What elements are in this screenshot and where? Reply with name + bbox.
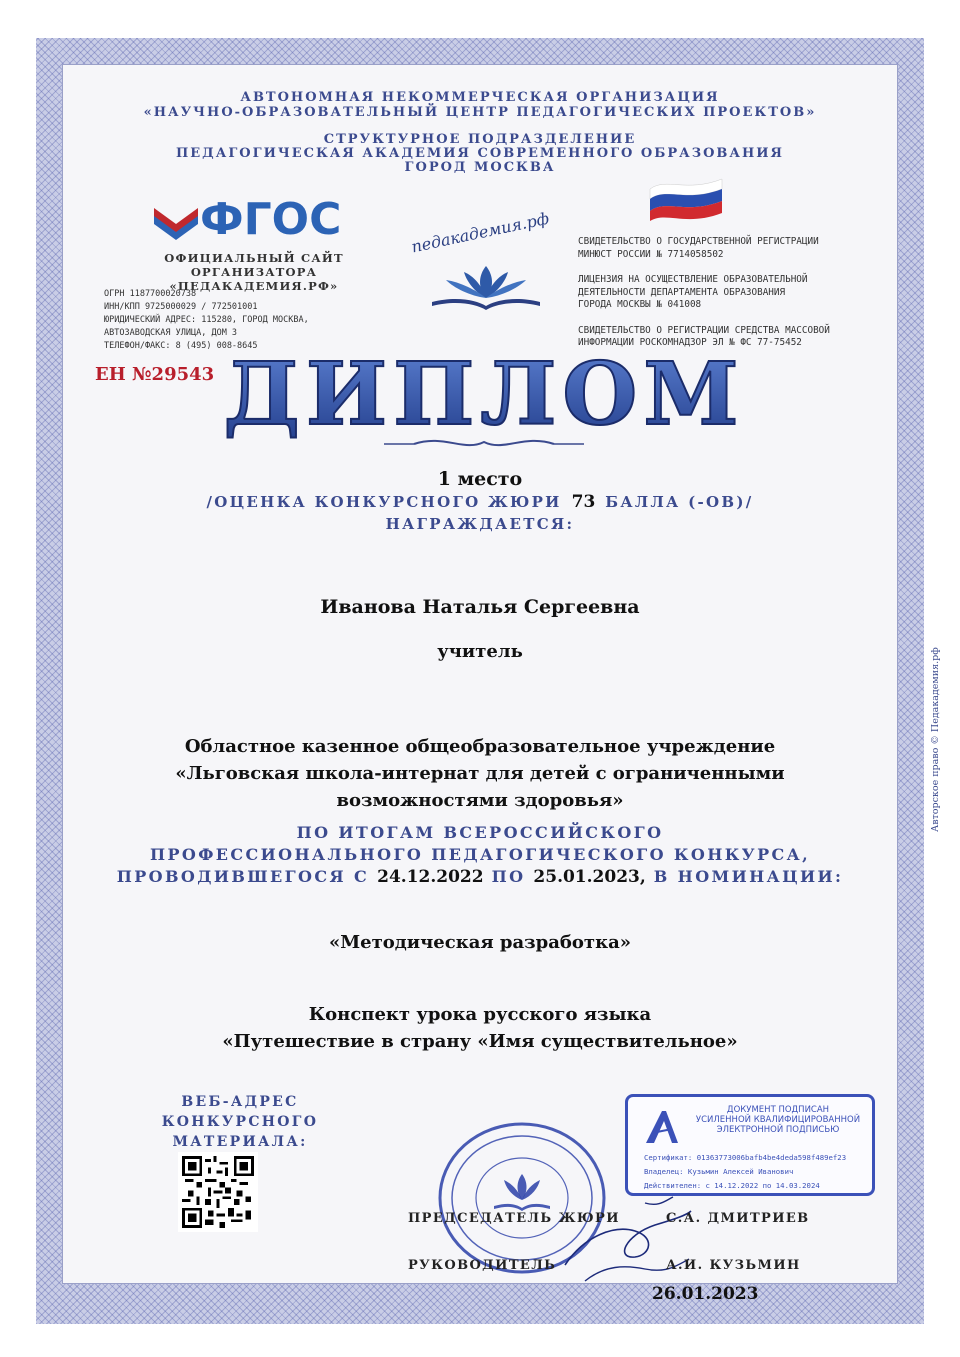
cert-state-registration [578, 236, 888, 261]
jury-suffix: БАЛЛА (-ОВ)/ [605, 493, 754, 511]
diploma-title [214, 352, 754, 456]
dept-line-1: СТРУКТУРНОЕ ПОДРАЗДЕЛЕНИЕ [323, 132, 637, 147]
serial-number: ЕН №29543 [95, 364, 215, 385]
site-title-line-1: ОФИЦИАЛЬНЫЙ САЙТ ОРГАНИЗАТОРА [164, 251, 344, 279]
signature-title-3: ЭЛЕКТРОННОЙ ПОДПИСЬЮ [716, 1125, 840, 1135]
cert-license [578, 274, 888, 312]
org-line-1: АВТОНОМНАЯ НЕКОММЕРЧЕСКАЯ ОРГАНИЗАЦИЯ [240, 90, 720, 105]
results-mid: ПО [491, 867, 526, 886]
results-line-3 [0, 866, 960, 888]
web-address-label [95, 1092, 385, 1152]
fgos-logo-text: ФГОС [200, 194, 342, 245]
signature-title-2: УСИЛЕННОЙ КВАЛИФИЦИРОВАННОЙ [695, 1115, 861, 1125]
head-name: А.И. КУЗЬМИН [666, 1258, 801, 1273]
copyright-text: Авторское право © Педакадемия.рф [930, 647, 941, 832]
date-from: 24.12.2022 [377, 867, 484, 887]
registration-certificates [578, 236, 888, 363]
institution-line-2: «Льговская школа-интернат для детей с ограниченными [175, 763, 785, 784]
jury-score: 73 [571, 492, 596, 512]
address-line-2: АВТОЗАВОДСКАЯ УЛИЦА, ДОМ 3 [104, 328, 238, 338]
cert3-line-2: ИНФОРМАЦИИ РОСКОМНАДЗОР ЭЛ № ФС 77-75452 [578, 337, 802, 348]
cert-media [578, 325, 888, 350]
signature-validity: Действителен: с 14.12.2022 по 14.03.2024 [644, 1181, 820, 1190]
fgos-chevron-icon [152, 202, 200, 240]
cert2-line-2: ДЕЯТЕЛЬНОСТИ ДЕПАРТАМЕНТА ОБРАЗОВАНИЯ [578, 286, 786, 298]
institution-line-1: Областное казенное общеобразовательное учреждение [184, 736, 776, 757]
cert3-line-1: СВИДЕТЕЛЬСТВО О РЕГИСТРАЦИИ СРЕДСТВА МАССОВОЙ [578, 324, 830, 336]
jury-chair-name: С.А. ДМИТРИЕВ [666, 1211, 810, 1226]
results-line-1: ПО ИТОГАМ ВСЕРОССИЙСКОГО [296, 823, 664, 842]
jury-prefix: /ОЦЕНКА КОНКУРСНОГО ЖЮРИ [206, 493, 562, 511]
web-line-2: КОНКУРСНОГО МАТЕРИАЛА: [161, 1114, 319, 1150]
lotus-book-icon [426, 262, 546, 314]
jury-chair-role: ПРЕДСЕДАТЕЛЬ ЖЮРИ [408, 1211, 620, 1226]
site-title-line-2: «ПЕДАКАДЕМИЯ.РФ» [169, 279, 339, 293]
dept-title [0, 133, 960, 175]
institution [120, 733, 840, 814]
date-to: 25.01.2023, [533, 867, 646, 887]
signature-box-title [688, 1105, 868, 1135]
dept-line-2: ПЕДАГОГИЧЕСКАЯ АКАДЕМИЯ СОВРЕМЕННОГО ОБРАЗОВАНИЯ [175, 146, 784, 161]
contest-results [0, 822, 960, 888]
address-line-1: ЮРИДИЧЕСКИЙ АДРЕС: 115280, ГОРОД МОСКВА, [104, 315, 309, 325]
cert2-line-1: ЛИЦЕНЗИЯ НА ОСУЩЕСТВЛЕНИЕ ОБРАЗОВАТЕЛЬНОЙ [578, 274, 808, 285]
results-prefix: ПРОВОДИВШЕГОСЯ С [116, 867, 370, 886]
institution-line-3: возможностями здоровья» [336, 790, 624, 811]
recipient-position: учитель [437, 641, 523, 662]
diploma-title-text: ДИПЛОМ [223, 352, 745, 445]
web-line-1: ВЕБ-АДРЕС [181, 1094, 299, 1110]
organizer-site-title [104, 251, 404, 293]
org-line-2: «НАУЧНО-ОБРАЗОВАТЕЛЬНЫЙ ЦЕНТР ПЕДАГОГИЧЕСКИХ ПРОЕКТОВ» [143, 105, 817, 120]
cert2-line-3: ГОРОДА МОСКВЫ № 041008 [578, 299, 702, 310]
signature-certificate: Сертификат: 01363773006bafb4be4deda598f489ef23 [644, 1153, 847, 1162]
ogrn: ОГРН 1187700020738 [104, 289, 197, 299]
issue-date: 26.01.2023 [652, 1284, 759, 1304]
dept-line-3: ГОРОД МОСКВА [404, 160, 556, 175]
signature-title-1: ДОКУМЕНТ ПОДПИСАН [726, 1105, 830, 1115]
org-title [0, 90, 960, 120]
work-line-2: «Путешествие в страну «Имя существительное» [222, 1031, 738, 1052]
cert1-line-2: МИНЮСТ РОССИИ № 7714058502 [578, 248, 724, 260]
brand-name: педакадемия.рф [409, 208, 551, 257]
results-suffix: В НОМИНАЦИИ: [653, 867, 844, 886]
signature-logo-icon [642, 1107, 682, 1147]
qr-code[interactable] [178, 1152, 258, 1232]
signature-owner: Владелец: Кузьмин Алексей Иванович [644, 1167, 794, 1176]
work-line-1: Конспект урока русского языка [308, 1004, 652, 1025]
head-role: РУКОВОДИТЕЛЬ [408, 1258, 557, 1273]
cert1-line-1: СВИДЕТЕЛЬСТВО О ГОСУДАРСТВЕННОЙ РЕГИСТРАЦИИ [578, 236, 819, 247]
phone: ТЕЛЕФОН/ФАКС: 8 (495) 008-8645 [104, 341, 258, 351]
jury-score-line [0, 492, 960, 512]
work-title [100, 1001, 860, 1055]
copyright-notice [930, 622, 944, 832]
organizer-requisites [104, 288, 374, 353]
electronic-signature-box [625, 1094, 875, 1196]
awarded-label: НАГРАЖДАЕТСЯ: [385, 515, 575, 533]
place: 1 место [437, 468, 523, 490]
russian-flag-icon [646, 175, 726, 221]
results-line-2: ПРОФЕССИОНАЛЬНОГО ПЕДАГОГИЧЕСКОГО КОНКУРСА, [149, 845, 811, 864]
nomination: «Методическая разработка» [328, 932, 631, 953]
inn: ИНН/КПП 9725000029 / 772501001 [104, 302, 258, 312]
recipient-name: Иванова Наталья Сергеевна [320, 596, 640, 618]
